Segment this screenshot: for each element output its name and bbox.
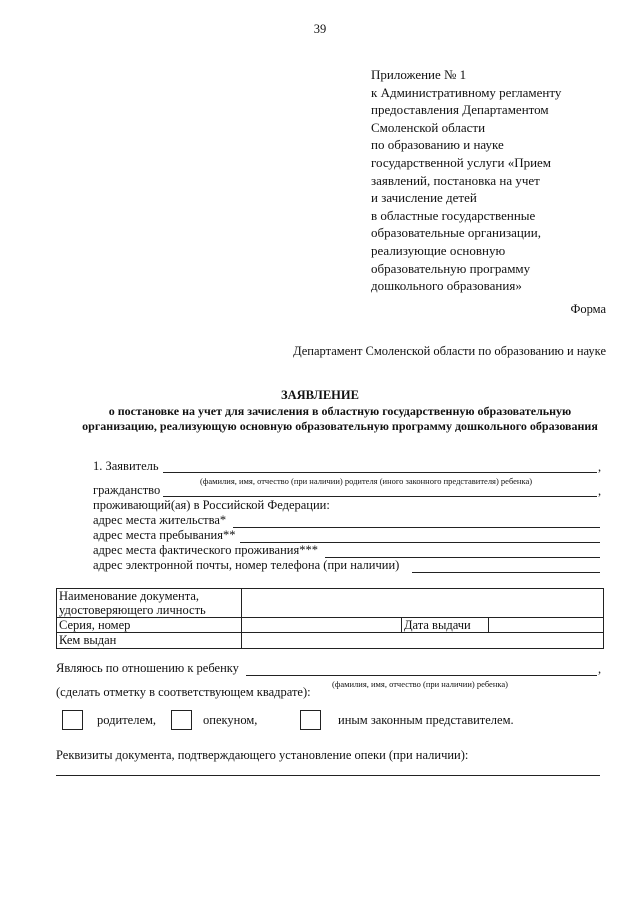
issue-date-field[interactable] bbox=[489, 618, 604, 633]
appendix-header bbox=[371, 66, 561, 295]
appendix-line: предоставления Департаментом bbox=[371, 102, 549, 118]
doc-name-label: Наименование документа, bbox=[59, 589, 200, 603]
addressee: Департамент Смоленской области по образованию и науке bbox=[293, 344, 606, 358]
appendix-line: Приложение № 1 bbox=[371, 67, 467, 82]
series-field[interactable] bbox=[242, 618, 402, 633]
document-subtitle: о постановке на учет для зачисления в областную государственную образовательную организацию, реализующую основную образовательную программу дошкольного образования bbox=[82, 404, 598, 433]
contact-label: адрес электронной почты, номер телефона (при наличии) bbox=[93, 558, 400, 572]
issued-by-label: Кем выдан bbox=[57, 633, 242, 649]
id-document-table bbox=[56, 588, 604, 649]
other-representative-checkbox[interactable] bbox=[300, 710, 321, 730]
applicant-label: 1. Заявитель bbox=[93, 459, 159, 473]
guardianship-label: Реквизиты документа, подтверждающего установление опеки (при наличии): bbox=[56, 748, 469, 762]
relation-label: Являюсь по отношению к ребенку bbox=[56, 661, 239, 675]
doc-name-label-cell bbox=[57, 589, 242, 618]
appendix-line: образовательную программу bbox=[371, 260, 531, 276]
appendix-line: к Административному регламенту bbox=[371, 84, 562, 100]
citizenship-label: гражданство bbox=[93, 483, 161, 497]
child-name-field[interactable] bbox=[246, 675, 597, 676]
appendix-line: государственной услуги «Прием bbox=[371, 154, 552, 170]
series-label: Серия, номер bbox=[57, 618, 242, 633]
applicant-hint: (фамилия, имя, отчество (при наличии) родителя (иного законного представителя) ребенка) bbox=[200, 476, 533, 486]
document-title: ЗАЯВЛЕНИЕ bbox=[281, 388, 359, 402]
guardianship-document-field[interactable] bbox=[56, 775, 600, 776]
guardian-option-label: опекуном, bbox=[203, 713, 258, 727]
page-number: 39 bbox=[313, 22, 327, 36]
issue-date-label: Дата выдачи bbox=[402, 618, 489, 633]
appendix-line: в областные государственные bbox=[371, 207, 536, 223]
appendix-line: заявлений, постановка на учет bbox=[371, 172, 540, 188]
contact-field[interactable] bbox=[412, 572, 600, 573]
parent-option-label: родителем, bbox=[97, 713, 157, 727]
parent-checkbox[interactable] bbox=[62, 710, 83, 730]
doc-name-label: удостоверяющего личность bbox=[59, 603, 206, 617]
relation-instruction: (сделать отметку в соответствующем квадрате): bbox=[56, 685, 311, 699]
other-representative-option-label: иным законным представителем. bbox=[338, 713, 514, 727]
guardian-checkbox[interactable] bbox=[171, 710, 192, 730]
appendix-line: по образованию и науке bbox=[371, 137, 504, 153]
appendix-line: Смоленской области bbox=[371, 119, 486, 135]
issued-by-field[interactable] bbox=[242, 633, 604, 649]
appendix-line: и зачисление детей bbox=[371, 190, 477, 206]
comma: , bbox=[598, 484, 602, 498]
actual-address-label: адрес места фактического проживания*** bbox=[93, 543, 318, 557]
residing-label: проживающий(ая) в Российской Федерации: bbox=[93, 498, 330, 512]
comma: , bbox=[598, 662, 602, 676]
doc-name-field[interactable] bbox=[242, 589, 604, 618]
appendix-line: дошкольного образования» bbox=[371, 278, 522, 294]
citizenship-field[interactable] bbox=[163, 496, 597, 497]
residence-address-label: адрес места жительства* bbox=[93, 513, 227, 527]
applicant-name-field[interactable] bbox=[163, 472, 597, 473]
comma: , bbox=[598, 460, 602, 474]
appendix-line: реализующие основную bbox=[371, 242, 506, 258]
child-name-hint: (фамилия, имя, отчество (при наличии) ребенка) bbox=[332, 679, 508, 689]
form-label: Форма bbox=[570, 302, 606, 316]
appendix-line: образовательные организации, bbox=[371, 225, 541, 241]
residence-address-field[interactable] bbox=[233, 527, 600, 528]
stay-address-label: адрес места пребывания** bbox=[93, 528, 236, 542]
